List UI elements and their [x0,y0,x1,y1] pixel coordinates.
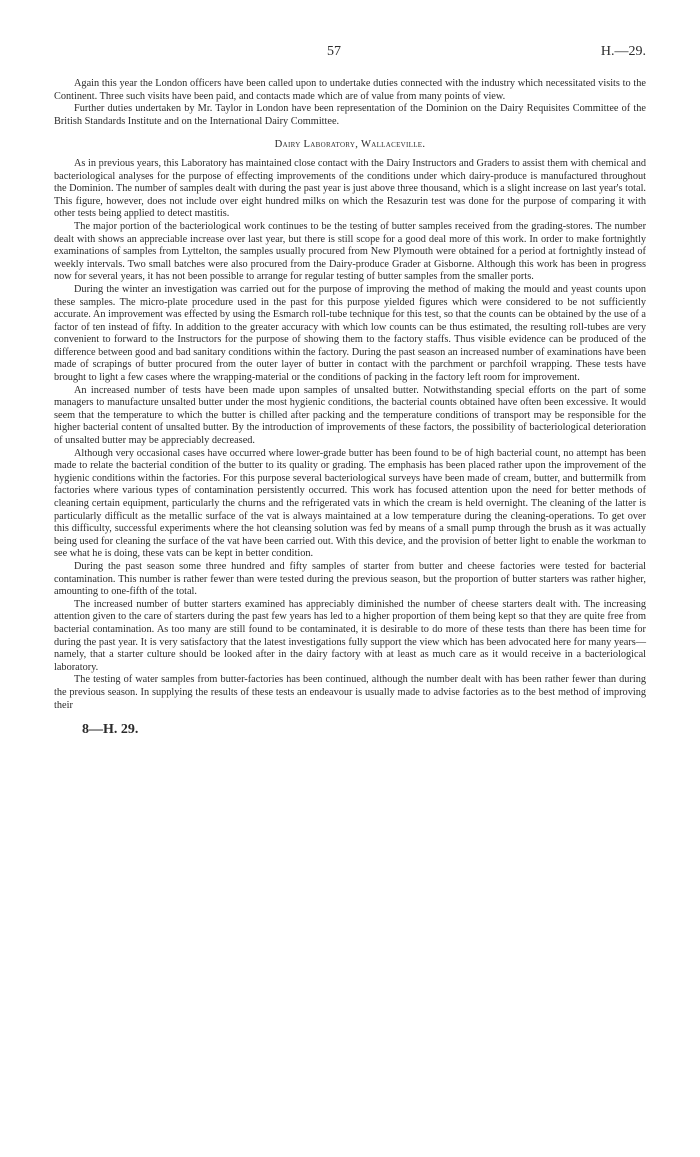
section-paragraph: As in previous years, this Laboratory has maintained close contact with the Dairy Instructors and Graders to assist them with chemical and bacteriological analyses for the purpose of effecting improvements of the conditions under which dairy-produce is manufactured throughout the Dominion. The number of samples dealt with during the past year is just above three thousand, which is a slight increase on last year's total. This figure, however, does not include over eight hundred milks on which the Resazurin test was done for the purpose of comparing it with other tests being applied to detect mastitis. [54,157,646,220]
section-paragraph: Although very occasional cases have occurred where lower-grade butter has been found to be of high bacterial count, no attempt has been made to relate the bacterial condition of the butter to its quality or grading. The emphasis has been placed rather upon the improvement of the hygienic conditions within the factories. For this purpose several bacteriological surveys have been made of cream, butter, and buttermilk from factories where various types of contamination persistently occurred. This work has focused attention upon the need for better methods of cleaning certain equipment, particularly the churns and the refrigerated vats in which the cream is held overnight. The cleaning of the latter is particularly difficult as the metallic surface of the vat is always maintained at a low temperature during the cleaning-operations. To get over this difficulty, successful experiments where the hot cleansing solution was fed by means of a small pump through the brush as it was actually being used for cleaning the surface of the vat have been carried out. With this device, and the provision of better light to enable the workman to see what he is doing, these vats can be kept in better condition. [54,447,646,560]
intro-paragraph: Again this year the London officers have been called upon to undertake duties connected with the industry which necessitated visits to the Continent. Three such visits have been paid, and contacts made which are of value from many points of view. [54,78,646,102]
document-page [54,44,646,738]
page-header [54,44,646,66]
page-number: 57 [327,44,341,59]
document-body [54,78,646,712]
section-paragraph: The testing of water samples from butter-factories has been continued, although the number dealt with has been rather fewer than during the previous season. In supplying the results of these tests an endeavour is usually made to advise factories as to the best method of improving their [54,674,646,711]
section-paragraph: During the past season some three hundred and fifty samples of starter from butter and cheese factories were tested for bacterial contamination. This number is rather fewer than were tested during the previous season, but the proportion of butter starters was rather higher, amounting to one-fifth of the total. [54,560,646,598]
section-paragraph: The increased number of butter starters examined has appreciably diminished the number of cheese starters dealt with. The increasing attention given to the care of starters during the past few years has led to a higher proportion of them being kept so that they are quite free from bacterial contamination. As too many are still found to be contaminated, it is desirable to do more of these tests than there has been time for during the past year. It is very satisfactory that the latest investigations fully support the view which has been advocated here for many years—namely, that a starter culture should be looked after in the dairy factory with at least as much care as it would receive in a bacteriological laboratory. [54,598,646,673]
section-heading: Dairy Laboratory, Wallaceville. [274,139,426,151]
section-paragraph: The major portion of the bacteriological work continues to be the testing of butter samples received from the grading-stores. The number dealt with shows an appreciable increase over last year, but there is still scope for a good deal more of this work. In order to make fortnightly examinations of samples from Lyttelton, the samples usually procured from New Plymouth were obtained for a period at fortnightly instead of weekly intervals. Two small batches were also procured from the Dairy-produce Grader at Gisborne. Although this work has been in progress now for several years, it has not been possible to arrange for regular testing of butter samples from the smaller ports. [54,220,646,283]
intro-paragraph: Further duties undertaken by Mr. Taylor in London have been representation of the Dominion on the Dairy Requisites Committee of the British Standards Institute and on the International Dairy Committee. [54,103,646,127]
footer-signature: 8—H. 29. [82,722,139,738]
section-paragraph: An increased number of tests have been made upon samples of unsalted butter. Notwithstanding special efforts on the part of some managers to manufacture unsalted butter under the most hygienic conditions, the bacterial counts obtained have often been excessive. It would seem that the temperature to which the butter is chilled after packing and the temperature conditions of transport may be responsible for the higher bacterial content of unsalted butter. By the introduction of improvements of these factors, the possibility of bacteriological deterioration of unsalted butter may be appreciably decreased. [54,384,646,447]
section-paragraph: During the winter an investigation was carried out for the purpose of improving the method of making the mould and yeast counts upon these samples. The micro-plate procedure used in the past for this purpose yielded figures which were considered to be not sufficiently accurate. An improvement was effected by using the Esmarch roll-tube technique for this test, so that the counts can be obtained by the use of a factor of ten instead of fifty. In addition to the greater accuracy with which low counts can be thus estimated, the resulting roll-tubes are very convenient to forward to the Instructors for the purpose of showing them to the factory staffs. Thus visible evidence can be produced of the difference between good and bad sanitary conditions within the factory. During the past season an increased number of examinations have been made of scrapings of butter procured from the outer layer of butter in contact with the parchment or parchfoil wrapping. These tests have brought to light a few cases where the wrapping-material or the conditions of packing in the factory left room for improvement. [54,283,646,384]
document-code: H.—29. [600,44,646,59]
